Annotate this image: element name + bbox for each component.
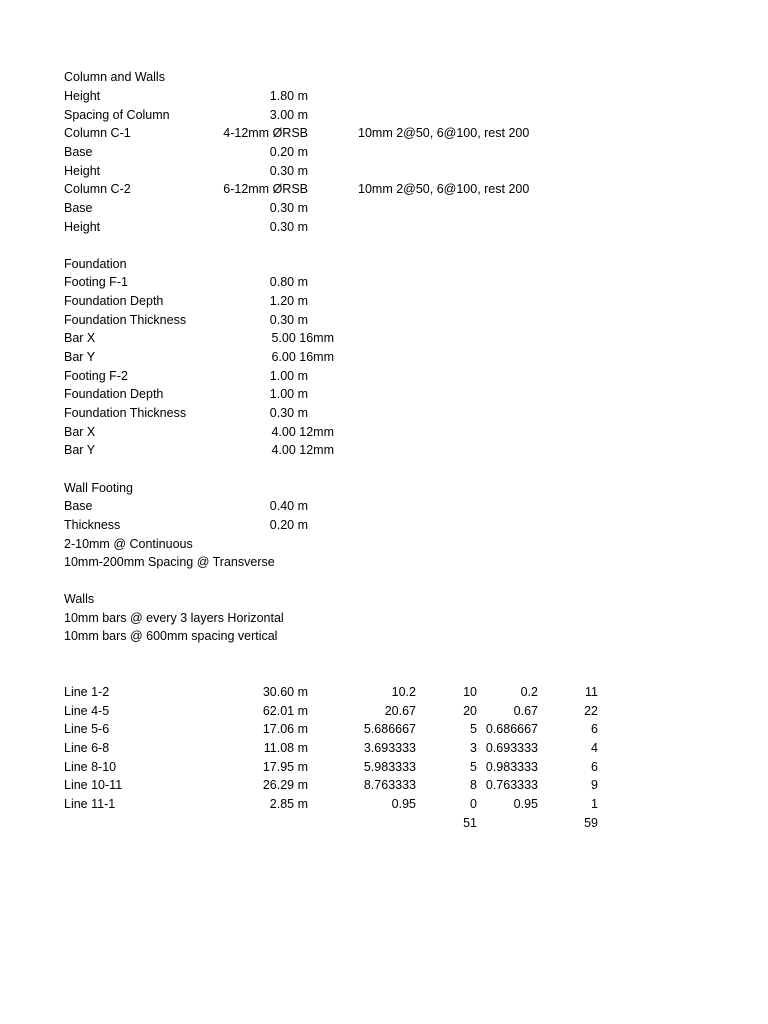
row-column-c1	[0, 124, 768, 143]
line-n1: 20.67	[384, 704, 416, 718]
row-label: Bar X	[64, 425, 96, 439]
row-label: Foundation Depth	[64, 387, 164, 401]
row-label: Foundation	[64, 257, 127, 271]
line-label: Line 4-5	[64, 704, 110, 718]
row-label: Base	[64, 145, 93, 159]
line-n3: 0.763333	[485, 778, 538, 792]
line-n1: 3.693333	[363, 741, 416, 755]
row-column-c2	[0, 180, 768, 199]
row-footing-f2	[0, 367, 768, 386]
row-label: 2-10mm @ Continuous	[64, 537, 193, 551]
row-value: 4.00 12mm	[271, 425, 334, 439]
row-f1-depth	[0, 292, 768, 311]
row-label: Foundation Depth	[64, 294, 164, 308]
row-label: Height	[64, 89, 101, 103]
line-label: Line 5-6	[64, 722, 110, 736]
row-walls-vertical	[0, 627, 768, 646]
line-length: 2.85 m	[269, 797, 308, 811]
row-c1-height	[0, 162, 768, 181]
row-value: 4.00 12mm	[271, 443, 334, 457]
row-value: 1.80 m	[269, 89, 308, 103]
row-value: 3.00 m	[269, 108, 308, 122]
row-label: Column and Walls	[64, 70, 165, 84]
row-label: 10mm bars @ every 3 layers Horizontal	[64, 611, 284, 625]
row-label: Bar Y	[64, 350, 96, 364]
row-value: 5.00 16mm	[271, 331, 334, 345]
row-f1-thickness	[0, 311, 768, 330]
row-c2-base	[0, 199, 768, 218]
table-row	[0, 683, 768, 702]
row-label: Wall Footing	[64, 481, 134, 495]
line-n2: 0	[470, 797, 477, 811]
row-spacing-of-column	[0, 106, 768, 125]
row-label: 10mm bars @ 600mm spacing vertical	[64, 629, 278, 643]
row-value: 0.30 m	[269, 201, 308, 215]
line-n4: 22	[584, 704, 598, 718]
row-label: Column C-1	[64, 126, 131, 140]
section-title-column-and-walls	[0, 68, 768, 87]
row-wall-footing-thickness	[0, 516, 768, 535]
row-label: Height	[64, 220, 101, 234]
line-length: 17.95 m	[262, 760, 308, 774]
row-value: 0.20 m	[269, 145, 308, 159]
table-row	[0, 720, 768, 739]
row-c1-base	[0, 143, 768, 162]
row-label: Bar Y	[64, 443, 96, 457]
row-f2-depth	[0, 385, 768, 404]
row-value: 0.30 m	[269, 313, 308, 327]
totals-row	[0, 814, 768, 833]
row-continuous-bars	[0, 535, 768, 554]
line-length: 26.29 m	[262, 778, 308, 792]
line-n1: 5.686667	[363, 722, 416, 736]
line-n1: 10.2	[391, 685, 416, 699]
line-n2: 5	[470, 760, 477, 774]
line-label: Line 8-10	[64, 760, 117, 774]
line-n3: 0.2	[520, 685, 538, 699]
row-f2-thickness	[0, 404, 768, 423]
line-n3: 0.95	[513, 797, 538, 811]
row-label: Bar X	[64, 331, 96, 345]
line-n4: 1	[591, 797, 598, 811]
row-label: Foundation Thickness	[64, 406, 187, 420]
row-ties: 10mm 2@50, 6@100, rest 200	[358, 126, 530, 140]
row-value: 1.00 m	[269, 369, 308, 383]
row-value: 0.30 m	[269, 220, 308, 234]
line-n4: 11	[585, 685, 598, 699]
line-n2: 20	[463, 704, 477, 718]
line-n4: 9	[591, 778, 598, 792]
line-n1: 0.95	[391, 797, 416, 811]
section-title-walls	[0, 590, 768, 609]
row-wall-footing-base	[0, 497, 768, 516]
line-label: Line 6-8	[64, 741, 110, 755]
row-value: 6.00 16mm	[271, 350, 334, 364]
row-label: Thickness	[64, 518, 121, 532]
row-label: Footing F-1	[64, 275, 128, 289]
line-n2: 8	[470, 778, 477, 792]
line-length: 30.60 m	[262, 685, 308, 699]
total-n2: 51	[463, 816, 477, 830]
row-f2-bar-x	[0, 423, 768, 442]
section-title-wall-footing	[0, 479, 768, 498]
section-title-foundation	[0, 255, 768, 274]
total-n4: 59	[584, 816, 598, 830]
row-value: 1.20 m	[269, 294, 308, 308]
row-transverse-bars	[0, 553, 768, 572]
line-n4: 6	[591, 722, 598, 736]
table-row	[0, 702, 768, 721]
row-label: Column C-2	[64, 182, 131, 196]
row-c2-height	[0, 218, 768, 237]
line-n3: 0.983333	[485, 760, 538, 774]
row-value: 1.00 m	[269, 387, 308, 401]
row-value: 6-12mm ØRSB	[223, 182, 308, 196]
line-label: Line 11-1	[64, 797, 116, 811]
line-n2: 10	[463, 685, 477, 699]
row-value: 0.30 m	[269, 406, 308, 420]
line-n1: 8.763333	[363, 778, 416, 792]
line-length: 62.01 m	[262, 704, 308, 718]
row-height	[0, 87, 768, 106]
line-label: Line 1-2	[64, 685, 110, 699]
line-n4: 6	[591, 760, 598, 774]
row-label: Base	[64, 201, 93, 215]
line-n1: 5.983333	[363, 760, 416, 774]
line-n4: 4	[591, 741, 598, 755]
line-n2: 3	[470, 741, 477, 755]
row-walls-horizontal	[0, 609, 768, 628]
table-row	[0, 739, 768, 758]
row-label: Base	[64, 499, 93, 513]
row-value: 0.40 m	[269, 499, 308, 513]
table-row	[0, 776, 768, 795]
row-label: Foundation Thickness	[64, 313, 187, 327]
line-n3: 0.67	[513, 704, 538, 718]
row-label: Spacing of Column	[64, 108, 170, 122]
line-length: 11.08 m	[263, 741, 308, 755]
row-value: 4-12mm ØRSB	[223, 126, 308, 140]
table-row	[0, 795, 768, 814]
row-f1-bar-y	[0, 348, 768, 367]
line-label: Line 10-11	[64, 778, 123, 792]
row-value: 0.80 m	[269, 275, 308, 289]
table-row	[0, 758, 768, 777]
line-length: 17.06 m	[262, 722, 308, 736]
row-ties: 10mm 2@50, 6@100, rest 200	[358, 182, 530, 196]
row-footing-f1	[0, 273, 768, 292]
line-n3: 0.693333	[485, 741, 538, 755]
row-value: 0.30 m	[269, 164, 308, 178]
row-label: Footing F-2	[64, 369, 128, 383]
row-label: Height	[64, 164, 101, 178]
row-label: 10mm-200mm Spacing @ Transverse	[64, 555, 275, 569]
row-label: Walls	[64, 592, 95, 606]
row-value: 0.20 m	[269, 518, 308, 532]
line-n3: 0.686667	[485, 722, 538, 736]
line-n2: 5	[470, 722, 477, 736]
row-f2-bar-y	[0, 441, 768, 460]
row-f1-bar-x	[0, 329, 768, 348]
